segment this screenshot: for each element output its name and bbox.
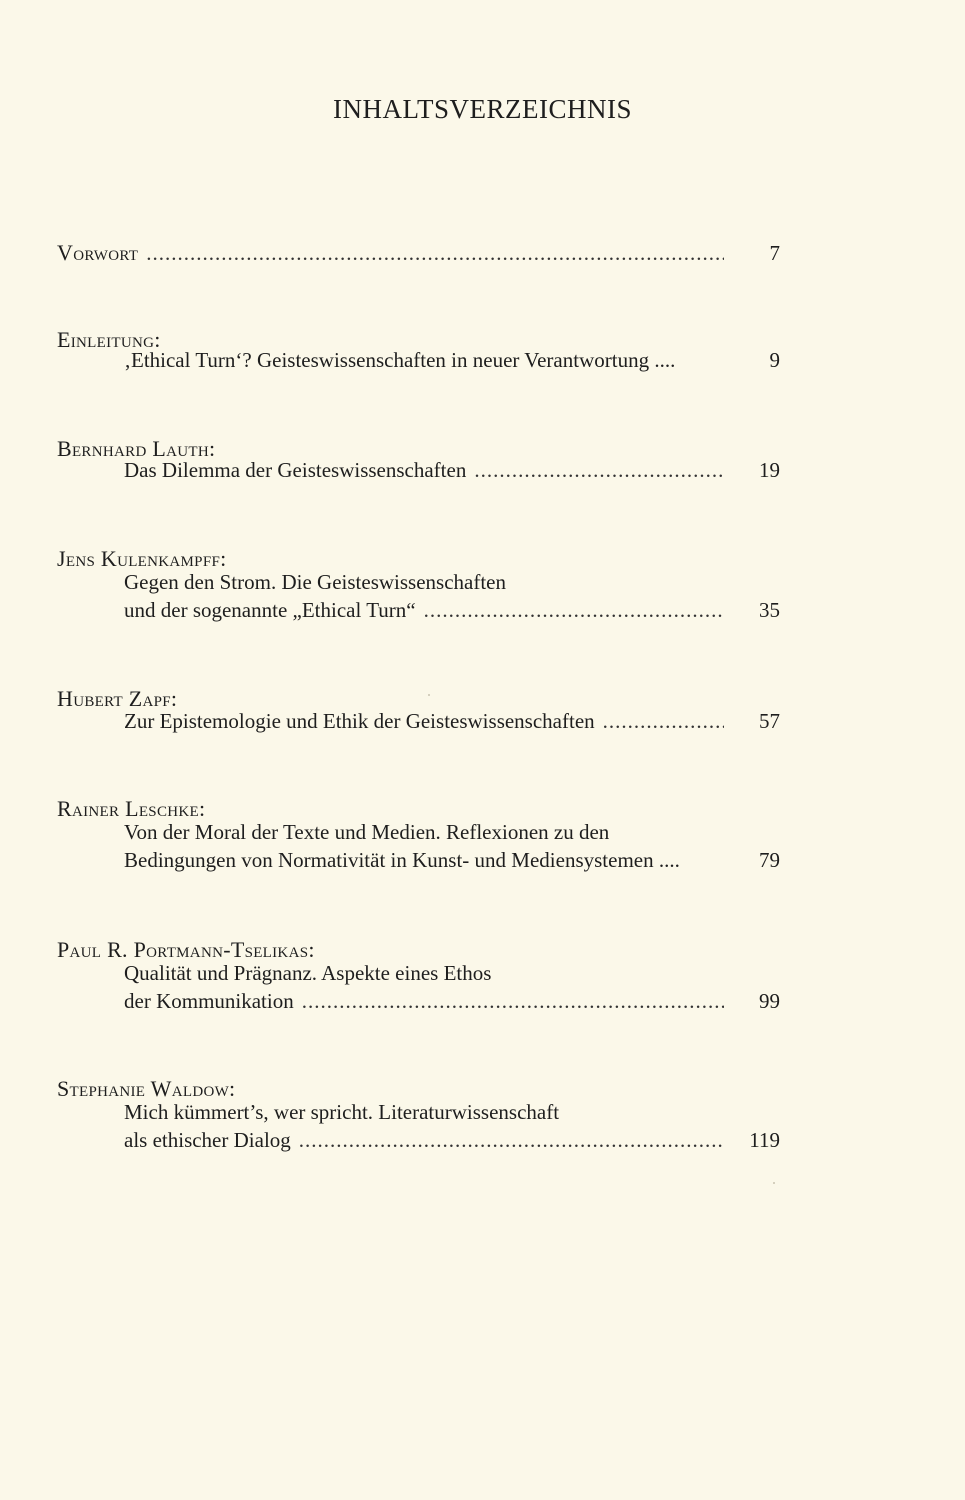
entry-author: Jens Kulenkampff: [57,546,227,571]
toc-entry-line [124,600,780,621]
toc-entry-line [124,850,780,871]
toc-entry-line [124,1130,780,1151]
paper-speck [428,694,430,696]
dot-leader [299,1130,724,1151]
toc-entry-line [124,460,780,481]
page-number: 119 [749,1128,780,1152]
entry-title-line: Qualität und Prägnanz. Aspekte eines Ethos [124,961,492,985]
entry-title: ‚Ethical Turn‘? Geisteswissenschaften in neuer Verantwortung .... [124,348,676,372]
entry-author: Paul R. Portmann-Tselikas: [57,937,315,962]
entry-author: Rainer Leschke: [57,796,206,821]
page-title: INHALTSVERZEICHNIS [333,94,632,124]
page-number: 7 [769,241,780,265]
toc-entry-line [124,991,780,1012]
page-number: 57 [759,709,780,733]
page-number: 19 [759,458,780,482]
entry-title-line: Von der Moral der Texte und Medien. Reflexionen zu den [124,820,610,844]
dot-leader [424,600,724,621]
page-number: 79 [759,848,780,872]
dot-leader [146,243,724,264]
entry-title: und der sogenannte „Ethical Turn“ [124,598,416,622]
entry-author: Hubert Zapf: [57,686,178,711]
entry-title-line: Gegen den Strom. Die Geisteswissenschaften [124,570,506,594]
dot-leader [603,711,724,732]
page-number: 35 [759,598,780,622]
toc-entry-line [124,711,780,732]
page-number: 9 [769,348,780,372]
entry-author: Bernhard Lauth: [57,436,216,461]
paper-speck [773,1182,775,1184]
entry-author: Einleitung: [57,327,161,352]
entry-title: Zur Epistemologie und Ethik der Geisteswissenschaften [124,709,595,733]
toc-entry-line [57,242,780,264]
entry-author: Stephanie Waldow: [57,1076,236,1101]
entry-title-line: Mich kümmert’s, wer spricht. Literaturwissenschaft [124,1100,560,1124]
dot-leader [474,460,724,481]
entry-title: Vorwort [57,240,139,265]
page-number: 99 [759,989,780,1013]
entry-title: Bedingungen von Normativität in Kunst- und Mediensystemen .... [124,848,680,872]
entry-title: Das Dilemma der Geisteswissenschaften [124,458,467,482]
toc-entry-line [124,350,780,371]
entry-title: der Kommunikation [124,989,294,1013]
entry-title: als ethischer Dialog [124,1128,291,1152]
dot-leader [302,991,724,1012]
